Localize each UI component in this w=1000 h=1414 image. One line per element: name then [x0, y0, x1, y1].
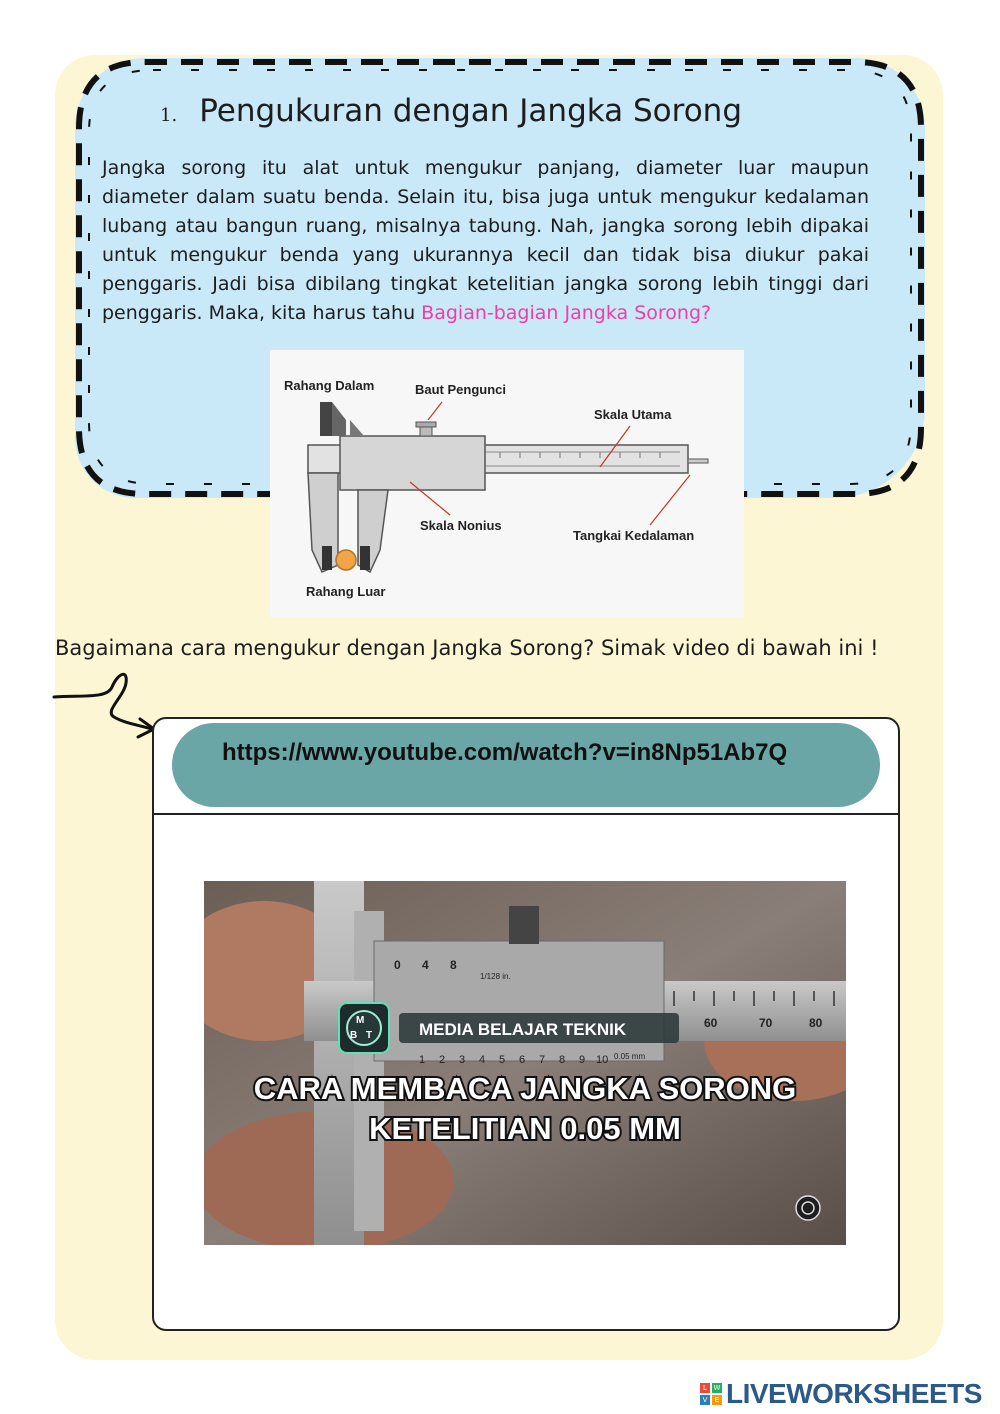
logo-cell-e: E: [712, 1395, 722, 1405]
scale-unit-top: 1/128 in.: [480, 972, 511, 981]
video-divider: [154, 813, 898, 815]
scale-num-top-1: 4: [422, 958, 429, 972]
vernier-num-10: 10: [596, 1054, 609, 1066]
parts-link[interactable]: Bagian-bagian Jangka Sorong?: [421, 302, 712, 324]
vernier-num-6: 6: [519, 1054, 526, 1066]
thumbnail-image: [204, 881, 846, 1245]
liveworksheets-logo-icon: [700, 1383, 722, 1405]
vernier-num-2: 2: [439, 1054, 446, 1066]
label-skala-nonius: Skala Nonius: [420, 518, 502, 533]
section-number: 1.: [160, 105, 178, 126]
scale-num-main-2: 80: [809, 1016, 823, 1030]
section-title-text: Pengukuran dengan Jangka Sorong: [199, 93, 743, 129]
logo-cell-w: W: [713, 1384, 721, 1392]
thumb-title-line2: KETELITIAN 0.05 MM: [369, 1111, 681, 1146]
label-rahang-dalam: Rahang Dalam: [284, 378, 375, 393]
video-url-link[interactable]: https://www.youtube.com/watch?v=in8Np51Ab7Q: [222, 739, 788, 766]
video-thumbnail[interactable]: [204, 881, 846, 1245]
watermark-icon: [796, 1196, 820, 1220]
thumb-title-line1: CARA MEMBACA JANGKA SORONG: [253, 1071, 797, 1106]
caliper-diagram: [270, 350, 744, 618]
vernier-unit: 0.05 mm: [614, 1052, 646, 1061]
scale-num-top-0: 0: [394, 958, 401, 972]
logo-cell-l: L: [700, 1383, 710, 1393]
intro-text: Jangka sorong itu alat untuk mengukur panjang, diameter luar maupun diameter dalam suatu benda. Selain itu, bisa juga untuk mengukur kedalaman lubang atau bangun ruang, misalnya tabung. Nah, jangka sorong lebih dipakai untuk mengukur benda yang ukurannya kecil dan tidak bisa diukur pakai penggaris. Jadi bisa dibilang tingkat ketelitian jangka sorong lebih tinggi dari penggaris. Maka, kita harus tahu: [102, 157, 869, 324]
vernier-num-9: 9: [579, 1054, 586, 1066]
brand-name[interactable]: LIVEWORKSHEETS: [726, 1378, 982, 1409]
url-pill[interactable]: [172, 723, 880, 807]
vernier-num-8: 8: [559, 1054, 566, 1066]
vernier-num-7: 7: [539, 1054, 546, 1066]
video-card: [152, 717, 900, 1331]
channel-logo-icon: [339, 1003, 389, 1053]
footer-brand: [700, 1378, 982, 1410]
video-prompt: Bagaimana cara mengukur dengan Jangka Sorong? Simak video di bawah ini !: [55, 636, 879, 660]
vernier-num-3: 3: [459, 1054, 466, 1066]
vernier-num-4: 4: [479, 1054, 486, 1066]
logo-cell-v: V: [700, 1395, 710, 1405]
curly-arrow-icon: [52, 665, 162, 745]
logo-letter-m: M: [356, 1015, 365, 1026]
scale-num-main-1: 70: [759, 1016, 773, 1030]
section-title: [160, 93, 742, 129]
logo-letter-b: B: [350, 1030, 358, 1041]
channel-name: MEDIA BELAJAR TEKNIK: [419, 1020, 627, 1039]
vernier-num-5: 5: [499, 1054, 506, 1066]
label-rahang-luar: Rahang Luar: [306, 584, 386, 599]
vernier-num-1: 1: [419, 1054, 426, 1066]
label-tangkai-kedalaman: Tangkai Kedalaman: [573, 528, 695, 543]
intro-paragraph: [102, 154, 869, 328]
scale-num-main-0: 60: [704, 1016, 718, 1030]
label-skala-utama: Skala Utama: [594, 407, 672, 422]
scale-num-top-2: 8: [450, 958, 457, 972]
label-baut-pengunci: Baut Pengunci: [415, 382, 507, 397]
caliper-illustration: [270, 350, 744, 618]
logo-letter-t: T: [366, 1030, 373, 1041]
